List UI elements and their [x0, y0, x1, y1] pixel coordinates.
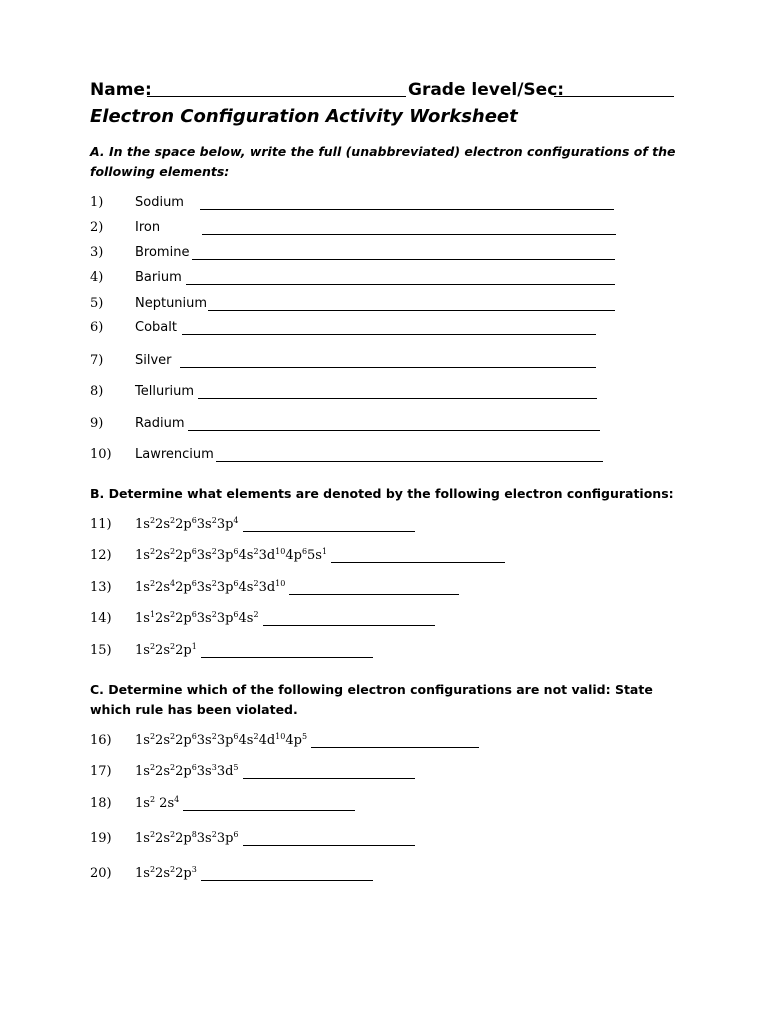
- electron-configuration: [135, 733, 479, 748]
- item-number: 17): [90, 764, 112, 779]
- electron-configuration: [135, 796, 355, 811]
- name-label: Name:: [90, 80, 152, 100]
- item-number: 5): [90, 296, 104, 311]
- electron-configuration: [135, 866, 373, 881]
- section-c-instruction: C. Determine which of the following electron configurations are not valid: State which rule has been violated.: [90, 682, 653, 717]
- grade-line[interactable]: [554, 96, 674, 97]
- answer-line[interactable]: [200, 209, 614, 210]
- answer-line[interactable]: [198, 398, 597, 399]
- element-name: Sodium: [135, 195, 184, 210]
- element-name: Bromine: [135, 245, 190, 260]
- electron-configuration: [135, 580, 459, 595]
- electron-configuration: [135, 831, 415, 846]
- item-number: 2): [90, 220, 104, 235]
- answer-line[interactable]: [243, 518, 415, 532]
- item-number: 9): [90, 416, 104, 431]
- electron-configuration: [135, 517, 415, 532]
- answer-line[interactable]: [180, 367, 596, 368]
- configuration-text: $1s^12s^22p^63s^23p^64s^2$: [135, 610, 259, 626]
- answer-line[interactable]: [192, 259, 615, 260]
- item-number: 15): [90, 643, 112, 658]
- answer-line[interactable]: [311, 734, 479, 748]
- element-name: Cobalt: [135, 320, 177, 335]
- item-number: 16): [90, 733, 112, 748]
- answer-line[interactable]: [289, 581, 459, 595]
- item-number: 19): [90, 831, 112, 846]
- item-number: 7): [90, 353, 104, 368]
- answer-line[interactable]: [243, 765, 415, 779]
- name-line[interactable]: [147, 96, 406, 97]
- section-a-instruction: A. In the space below, write the full (unabbreviated) electron configurations of the following elements:: [90, 144, 676, 179]
- element-name: Radium: [135, 416, 185, 431]
- item-number: 1): [90, 195, 104, 210]
- grade-label: Grade level/Sec:: [408, 80, 565, 100]
- answer-line[interactable]: [188, 430, 600, 431]
- electron-configuration: [135, 643, 373, 658]
- section-b-instruction: B. Determine what elements are denoted by the following electron configurations:: [90, 486, 674, 501]
- element-name: Tellurium: [135, 384, 195, 399]
- element-name: Silver: [135, 353, 172, 368]
- electron-configuration: [135, 611, 435, 626]
- answer-line[interactable]: [183, 797, 355, 811]
- item-number: 8): [90, 384, 104, 399]
- answer-line[interactable]: [243, 832, 415, 846]
- item-number: 3): [90, 245, 104, 260]
- item-number: 20): [90, 866, 112, 881]
- item-number: 13): [90, 580, 112, 595]
- item-number: 6): [90, 320, 104, 335]
- element-name: Neptunium: [135, 296, 208, 311]
- item-number: 12): [90, 548, 112, 563]
- item-number: 4): [90, 270, 104, 285]
- configuration-text: $1s^22s^22p^63s^23p^64s^24d^{10}4p^5$: [135, 732, 308, 748]
- answer-line[interactable]: [182, 334, 596, 335]
- answer-line[interactable]: [263, 612, 435, 626]
- configuration-text: $1s^22s^22p^63s^33d^5$: [135, 763, 239, 779]
- item-number: 14): [90, 611, 112, 626]
- answer-line[interactable]: [201, 644, 373, 658]
- configuration-text: $1s^22s^22p^3$: [135, 865, 197, 881]
- item-number: 10): [90, 447, 112, 462]
- answer-line[interactable]: [208, 310, 615, 311]
- configuration-text: $1s^2$ $2s^4$: [135, 795, 180, 811]
- element-name: Lawrencium: [135, 447, 214, 462]
- element-name: Iron: [135, 220, 161, 235]
- item-number: 18): [90, 796, 112, 811]
- configuration-text: $1s^22s^22p^63s^23p^4$: [135, 516, 239, 532]
- configuration-text: $1s^22s^22p^83s^23p^6$: [135, 830, 239, 846]
- answer-line[interactable]: [331, 549, 505, 563]
- answer-line[interactable]: [201, 867, 373, 881]
- answer-line[interactable]: [216, 461, 603, 462]
- answer-line[interactable]: [202, 234, 616, 235]
- element-name: Barium: [135, 270, 182, 285]
- electron-configuration: [135, 548, 505, 563]
- answer-line[interactable]: [186, 284, 615, 285]
- configuration-text: $1s^22s^42p^63s^23p^64s^23d^{10}$: [135, 579, 286, 595]
- item-number: 11): [90, 517, 112, 532]
- configuration-text: $1s^22s^22p^63s^23p^64s^23d^{10}4p^65s^1$: [135, 547, 328, 563]
- configuration-text: $1s^22s^22p^1$: [135, 642, 197, 658]
- electron-configuration: [135, 764, 415, 779]
- worksheet-title: Electron Configuration Activity Worksheet: [90, 106, 518, 127]
